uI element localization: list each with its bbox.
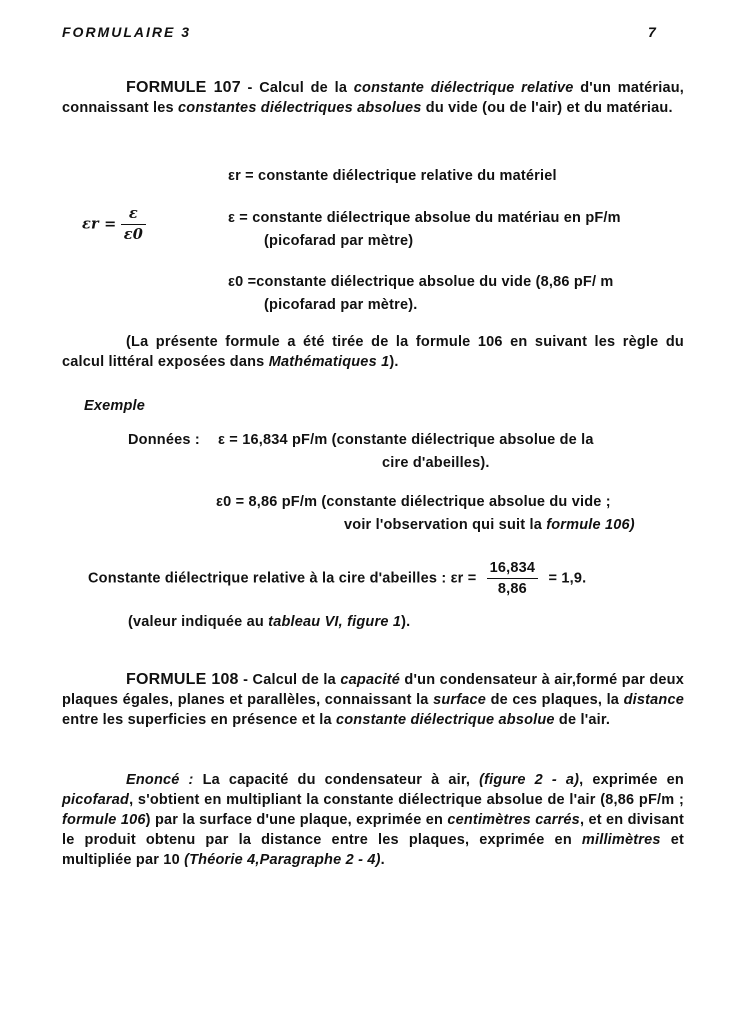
formule-107-intro: FORMULE 107 - Calcul de la constante diélectrique relative d'un matériau, connaissant les constantes diélectriques absolues du vide (ou de l'air) et du matériau. xyxy=(62,79,684,116)
exemple-heading: Exemple xyxy=(84,398,146,414)
def-e0-line2: (picofarad par mètre). xyxy=(264,297,418,313)
result-fraction: $\frac{16,834}{8,86}$ xyxy=(487,558,539,599)
formule-108-label: FORMULE 108 xyxy=(126,671,239,688)
donnee-2-line1: ε0 = 8,86 pF/m (constante diélectrique absolue du vide ; xyxy=(216,494,611,510)
running-header: FORMULAIRE 3 xyxy=(62,24,191,40)
donnees-label: Données : xyxy=(128,432,200,448)
def-e-line2: (picofarad par mètre) xyxy=(264,233,414,249)
formula-fraction: $\frac{\varepsilon}{\varepsilon 0}$ xyxy=(121,204,146,245)
page-number: 7 xyxy=(648,24,658,40)
formula-er: εr = $\frac{\varepsilon}{\varepsilon 0}$ xyxy=(82,204,146,245)
enonce-paragraph: Enoncé : La capacité du condensateur à air, (figure 2 - a), exprimée en picofarad, s'obtient en multipliant la constante diélectrique absolue de l'air (8,86 pF/m ; formule 106) par la surface d'une plaque, exprimée en centimètres carrés, et en divisant le produit obtenu par la distance entre les plaques, exprimée en millimètres et multipliée par 10 (Théorie 4,Paragraphe 2 - 4). xyxy=(62,772,685,868)
def-e0-line1: ε0 =constante diélectrique absolue du vide (8,86 pF/ m xyxy=(228,274,614,290)
donnee-2-line2: voir l'observation qui suit la formule 106) xyxy=(344,517,635,533)
note-paragraph: (La présente formule a été tirée de la formule 106 en suivant les règle du calcul littéral exposées dans Mathématiques 1). xyxy=(62,334,684,370)
formule-107-label: FORMULE 107 xyxy=(126,79,241,96)
def-er: εr = constante diélectrique relative du matériel xyxy=(228,168,557,184)
result-reference: (valeur indiquée au tableau VI, figure 1). xyxy=(128,614,411,630)
donnee-1-line2: cire d'abeilles). xyxy=(382,455,490,471)
donnee-1-line1: ε = 16,834 pF/m (constante diélectrique absolue de la xyxy=(218,432,594,448)
result-line: Constante diélectrique relative à la cire d'abeilles : εr = $\frac{16,834}{8,86}$ = 1,9. xyxy=(88,560,587,597)
formule-108-paragraph: FORMULE 108 - Calcul de la capacité d'un condensateur à air,formé par deux plaques égales, planes et parallèles, connaissant la surface de ces plaques, la distance entre les superficies en présence et la constante diélectrique absolue de l'air. xyxy=(62,671,685,728)
def-e-line1: ε = constante diélectrique absolue du matériau en pF/m xyxy=(228,210,621,226)
enonce-label: Enoncé : xyxy=(126,772,194,788)
